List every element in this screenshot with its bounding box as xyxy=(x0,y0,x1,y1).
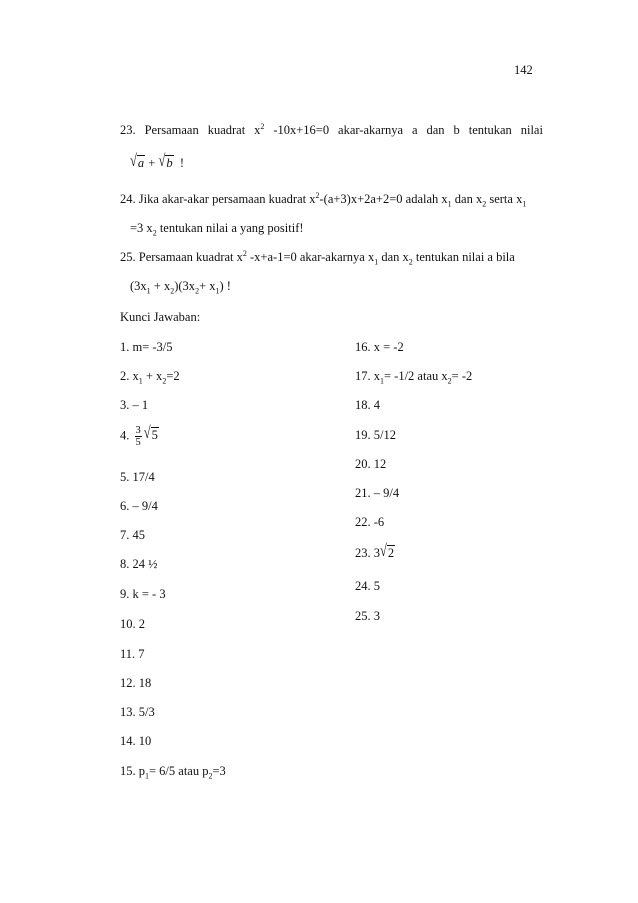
answer-15: 15. $p_1= 6/5$ atau $p_2=3$ xyxy=(120,764,226,781)
answer-6: 6. – 9/4 xyxy=(120,499,158,513)
answer-21: 21. – 9/4 xyxy=(355,486,400,500)
q23-word: kuadrat xyxy=(207,123,246,137)
answer-4 xyxy=(120,425,159,448)
q23-word: Persamaan xyxy=(144,123,199,137)
sqrt-a: √a xyxy=(130,151,145,171)
answer-17: 17. $x_1= -1/2$ atau $x_2= -2$ xyxy=(355,369,473,386)
page-number: 142 xyxy=(514,63,533,77)
answer-1: 1. m= -3/5 xyxy=(120,340,173,354)
answer-9: 9. k = - 3 xyxy=(120,587,166,601)
answer-24: 24. 5 xyxy=(355,579,380,593)
answer-22: 22. -6 xyxy=(355,515,385,529)
q23-word: -10x+16=0 xyxy=(273,123,330,137)
answer-20: 20. 12 xyxy=(355,457,387,471)
answer-8: 8. 24 ½ xyxy=(120,557,158,571)
answer-19: 19. 5/12 xyxy=(355,428,396,442)
answer-2: 2. $x_1 + x_2=2$ xyxy=(120,369,180,386)
answer-7: 7. 45 xyxy=(120,528,145,542)
answer-25: 25. 3 xyxy=(355,609,380,623)
q23-word: dan xyxy=(426,123,445,137)
answer-10: 10. 2 xyxy=(120,617,145,631)
fraction-denominator: 5 xyxy=(135,437,141,449)
exclamation: ! xyxy=(179,156,184,170)
answer-11: 11. 7 xyxy=(120,647,145,661)
q23-word: a xyxy=(411,123,418,137)
answer-key-heading: Kunci Jawaban: xyxy=(120,310,201,324)
sqrt-5: √5 xyxy=(143,423,158,443)
sqrt-b: √b xyxy=(158,151,173,171)
fraction-numerator: 3 xyxy=(135,425,141,436)
q23-word: akar-akarnya xyxy=(338,123,404,137)
q23-word: nilai xyxy=(520,123,543,137)
problem-25-line2: $(3x_1 + x_2)(3x_2+ x_1)$ ! xyxy=(130,279,231,296)
q23-word: 23. xyxy=(120,123,136,137)
answer-4-prefix: 4. xyxy=(120,428,130,443)
problem-23-line1 xyxy=(120,121,543,137)
sqrt-5-radicand: 5 xyxy=(151,428,158,443)
q23-x-squared: $x^2$ xyxy=(254,121,265,137)
problem-24-line1: 24. Jika akar-akar persamaan kuadrat $x^2-(a+3)x+2a+2=0$ adalah $x_1$ dan $x_2$ serta $x_1$ xyxy=(120,190,527,209)
problem-23-line2 xyxy=(130,151,184,171)
q23-word: tentukan xyxy=(468,123,512,137)
problem-24-line2: =3 $x_2$ tentukan nilai a yang positif! xyxy=(130,221,304,238)
answer-23 xyxy=(355,541,395,561)
answer-23-prefix: 23. 3 xyxy=(355,546,380,560)
answer-18: 18. 4 xyxy=(355,398,380,412)
sqrt-2: √2 xyxy=(380,541,395,561)
answer-13: 13. 5/3 xyxy=(120,705,155,719)
answer-3: 3. – 1 xyxy=(120,398,149,412)
answer-16: 16. x = -2 xyxy=(355,340,404,354)
plus-sign: + xyxy=(148,156,156,170)
problem-25-line1: 25. Persamaan kuadrat $x^2$ -x+a-1=0 akar-akarnya $x_1$ dan $x_2$ tentukan nilai a bila xyxy=(120,248,515,267)
sqrt-b-radicand: b xyxy=(166,156,173,170)
sqrt-a-radicand: a xyxy=(137,156,145,170)
q23-word: b xyxy=(453,123,460,137)
answer-5: 5. 17/4 xyxy=(120,470,155,484)
sqrt-2-radicand: 2 xyxy=(387,546,395,560)
answer-12: 12. 18 xyxy=(120,676,152,690)
fraction-3-5 xyxy=(135,425,142,448)
answer-14: 14. 10 xyxy=(120,734,152,748)
